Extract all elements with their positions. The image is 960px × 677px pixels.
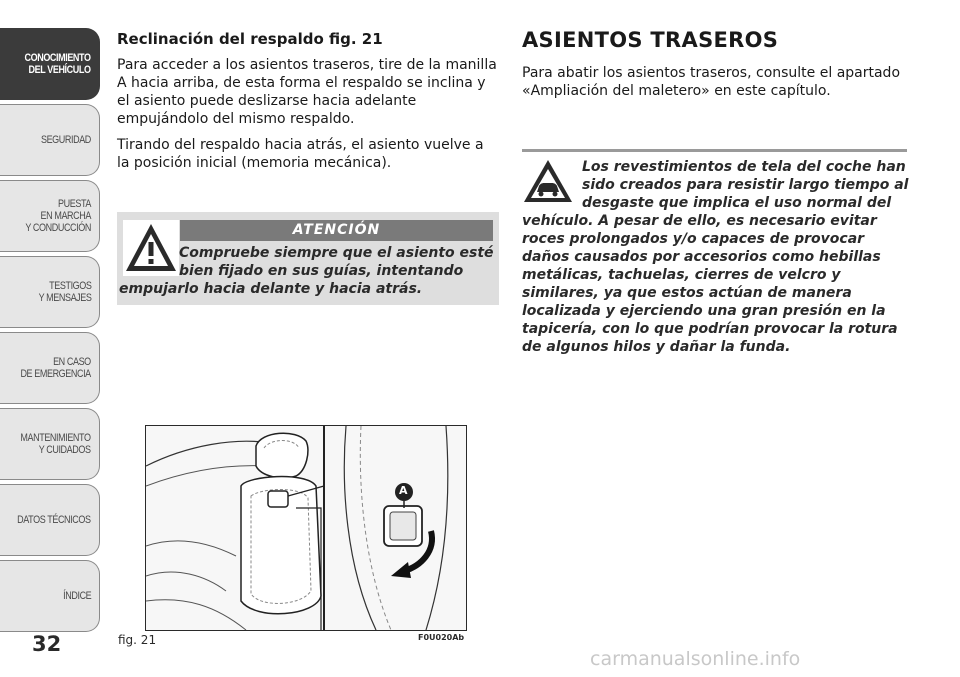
tab-label: ÍNDICE <box>62 590 91 602</box>
tab-testigos-y-mensajes[interactable] <box>0 256 100 328</box>
figure-21-seat-illustration <box>145 425 467 631</box>
care-note-full: vehículo. A pesar de ello, es necesario evitar roces prolongados y/o capaces de provocar daños causados por accesorios como hebillas metálicas, tachuelas, cierres de velcro y similares, ya que estos actúan de manera localizada y ejerciendo una gran presión en la tapicería, con lo que podrían provocar la rotura de algunos hilos y dañar la funda. <box>522 213 898 355</box>
tab-conocimiento-del-vehiculo[interactable] <box>0 28 100 100</box>
section-divider <box>522 149 907 152</box>
section-subheading: Reclinación del respaldo fig. 21 <box>117 30 383 48</box>
tab-seguridad[interactable] <box>0 104 100 176</box>
car-warning-icon <box>522 158 574 204</box>
paragraph-1: Para acceder a los asientos traseros, tire de la manilla A hacia arriba, de esta forma el respaldo se inclina y el asiento puede deslizarse hacia adelante empujándolo del mismo respaldo. <box>117 57 497 127</box>
tab-label: PUESTA EN MARCHA Y CONDUCCIÓN <box>25 198 91 234</box>
warning-text-indented: Compruebe siempre que el asiento esté bien fijado en sus guías, intentando <box>179 245 494 279</box>
watermark: carmanualsonline.info <box>590 648 801 670</box>
warning-text <box>119 244 495 298</box>
tab-label: EN CASO DE EMERGENCIA <box>20 356 91 380</box>
tab-label: SEGURIDAD <box>41 134 91 146</box>
right-paragraph: Para abatir los asientos traseros, consulte el apartado «Ampliación del maletero» en este capítulo. <box>522 65 901 99</box>
warning-box <box>117 212 499 305</box>
figure-code: F0U020Ab <box>418 633 465 642</box>
tab-puesta-en-marcha[interactable] <box>0 180 100 252</box>
figure-caption: fig. 21 <box>118 633 157 647</box>
right-column <box>522 28 912 108</box>
tab-label: TESTIGOS Y MENSAJES <box>38 280 91 304</box>
figure-label-a: A <box>399 484 408 497</box>
tab-datos-tecnicos[interactable] <box>0 484 100 556</box>
warning-text-full: empujarlo hacia delante y hacia atrás. <box>119 281 423 297</box>
care-note <box>522 158 912 356</box>
tab-label: MANTENIMIENTO Y CUIDADOS <box>20 432 91 456</box>
section-heading: ASIENTOS TRASEROS <box>522 28 779 52</box>
warning-title: ATENCIÓN <box>180 220 493 241</box>
seat-recline-illustration <box>146 426 466 630</box>
tab-indice[interactable] <box>0 560 100 632</box>
page-number: 32 <box>32 632 62 656</box>
paragraph-2: Tirando del respaldo hacia atrás, el asiento vuelve a la posición inicial (memoria mecánica). <box>117 137 484 171</box>
tab-en-caso-de-emergencia[interactable] <box>0 332 100 404</box>
tab-label: CONOCIMIENTO DEL VEHÍCULO <box>24 52 91 76</box>
left-column <box>117 30 499 180</box>
tab-mantenimiento-y-cuidados[interactable] <box>0 408 100 480</box>
care-note-indented: Los revestimientos de tela del coche han sido creados para resistir largo tiempo al desgaste que implica el uso normal del <box>582 159 909 211</box>
tab-label: DATOS TÉCNICOS <box>17 514 91 526</box>
